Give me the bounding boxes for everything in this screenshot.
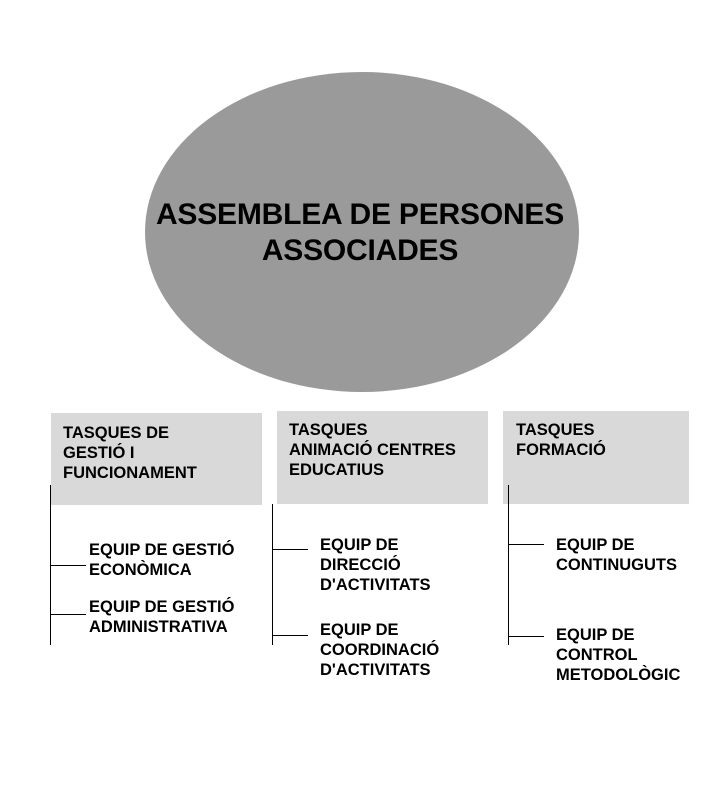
connector-branch-3b xyxy=(508,636,544,637)
team-control-metodologic: EQUIP DE CONTROL METODOLÒGIC xyxy=(556,626,681,684)
connector-branch-1a xyxy=(50,565,86,566)
team-continguts: EQUIP DE CONTINUGUTS xyxy=(556,536,677,574)
column-heading-animacio: TASQUES ANIMACIÓ CENTRES EDUCATIUS xyxy=(277,411,488,504)
column-heading-formacio: TASQUES FORMACIÓ xyxy=(503,411,689,504)
connector-branch-2b xyxy=(272,635,308,636)
connector-vertical-3 xyxy=(508,485,509,645)
team-coordinacio-activitats: EQUIP DE COORDINACIÓ D'ACTIVITATS xyxy=(320,621,440,679)
connector-branch-1b xyxy=(50,614,86,615)
connector-vertical-2 xyxy=(272,504,273,645)
team-gestio-economica: EQUIP DE GESTIÓ ECONÒMICA xyxy=(89,541,235,579)
column-heading-gestio: TASQUES DE GESTIÓ I FUNCIONAMENT xyxy=(51,413,262,505)
connector-branch-3a xyxy=(508,544,544,545)
team-gestio-administrativa: EQUIP DE GESTIÓ ADMINISTRATIVA xyxy=(89,598,235,636)
connector-branch-2a xyxy=(272,549,308,550)
team-direccio-activitats: EQUIP DE DIRECCIÓ D'ACTIVITATS xyxy=(320,536,431,594)
assembly-title: ASSEMBLEA DE PERSONES ASSOCIADES xyxy=(155,198,565,267)
